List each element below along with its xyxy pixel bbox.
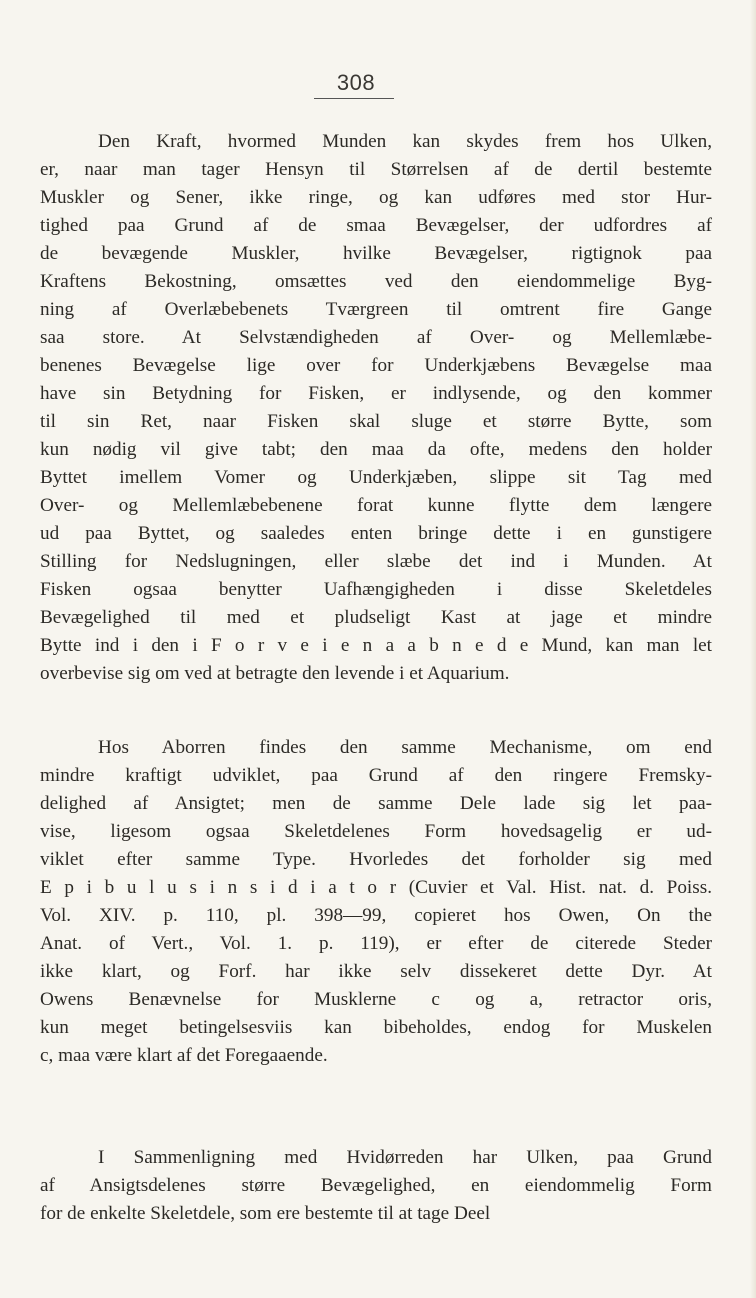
text-line: delighed af Ansigtet; men de samme Dele lade sig let paa-: [40, 793, 712, 814]
text-line: Anat. of Vert., Vol. 1. p. 119), er efter de citerede Steder: [40, 933, 712, 954]
page-number-rule: [314, 98, 394, 99]
text-line: kun meget betingelsesviis kan bibeholdes, endog for Muskelen: [40, 1017, 712, 1038]
text-line: tighed paa Grund af de smaa Bevægelser, der udfordres af: [40, 215, 712, 236]
text-line: Stilling for Nedslugningen, eller slæbe det ind i Munden. At: [40, 551, 712, 572]
paragraph-1: [40, 128, 712, 688]
text-line: Over- og Mellemlæbebenene forat kunne flytte dem længere: [40, 495, 712, 516]
paragraph-3: [40, 1144, 712, 1228]
text-line: til sin Ret, naar Fisken skal sluge et større Bytte, som: [40, 411, 712, 432]
text-line: kun nødig vil give tabt; den maa da ofte, medens den holder: [40, 439, 712, 460]
page-edge-shadow: [750, 0, 756, 1298]
text-line: ning af Overlæbebenets Tværgreen til omtrent fire Gange: [40, 299, 712, 320]
text-line: Muskler og Sener, ikke ringe, og kan udføres med stor Hur-: [40, 187, 712, 208]
text-line: E p i b u l u s i n s i d i a t o r (Cuvier et Val. Hist. nat. d. Poiss.: [40, 877, 712, 898]
text-line: benenes Bevægelse lige over for Underkjæbens Bevægelse maa: [40, 355, 712, 376]
text-line: Fisken ogsaa benytter Uafhængigheden i disse Skeletdeles: [40, 579, 712, 600]
text-line: mindre kraftigt udviklet, paa Grund af den ringere Fremsky-: [40, 765, 712, 786]
paragraph-2: [40, 734, 712, 1070]
page-number: 308: [336, 70, 376, 95]
text-line: c, maa være klart af det Foregaaende.: [40, 1045, 328, 1066]
text-line: ikke klart, og Forf. har ikke selv dissekeret dette Dyr. At: [40, 961, 712, 982]
text-line: Hos Aborren findes den samme Mechanisme, om end: [98, 737, 712, 758]
text-line: ud paa Byttet, og saaledes enten bringe dette i en gunstigere: [40, 523, 712, 544]
text-line: af Ansigtsdelenes større Bevægelighed, en eiendommelig Form: [40, 1175, 712, 1196]
text-line: viklet efter samme Type. Hvorledes det forholder sig med: [40, 849, 712, 870]
text-line: have sin Betydning for Fisken, er indlysende, og den kommer: [40, 383, 712, 404]
text-line: Bytte ind i den i F o r v e i e n a a b n e d e Mund, kan man let: [40, 635, 712, 656]
text-line: overbevise sig om ved at betragte den levende i et Aquarium.: [40, 663, 510, 684]
text-line: Vol. XIV. p. 110, pl. 398—99, copieret hos Owen, On the: [40, 905, 712, 926]
text-line: vise, ligesom ogsaa Skeletdelenes Form hovedsagelig er ud-: [40, 821, 712, 842]
text-line: Owens Benævnelse for Musklerne c og a, retractor oris,: [40, 989, 712, 1010]
text-line: Bevægelighed til med et pludseligt Kast at jage et mindre: [40, 607, 712, 628]
text-line: Byttet imellem Vomer og Underkjæben, slippe sit Tag med: [40, 467, 712, 488]
text-line: de bevægende Muskler, hvilke Bevægelser, rigtignok paa: [40, 243, 712, 264]
text-line: for de enkelte Skeletdele, som ere bestemte til at tage Deel: [40, 1203, 491, 1224]
text-line: Kraftens Bekostning, omsættes ved den eiendommelige Byg-: [40, 271, 712, 292]
text-line: er, naar man tager Hensyn til Størrelsen af de dertil bestemte: [40, 159, 712, 180]
text-line: I Sammenligning med Hvidørreden har Ulken, paa Grund: [98, 1147, 712, 1168]
text-line: Den Kraft, hvormed Munden kan skydes frem hos Ulken,: [98, 131, 712, 152]
text-line: saa store. At Selvstændigheden af Over- og Mellemlæbe-: [40, 327, 712, 348]
